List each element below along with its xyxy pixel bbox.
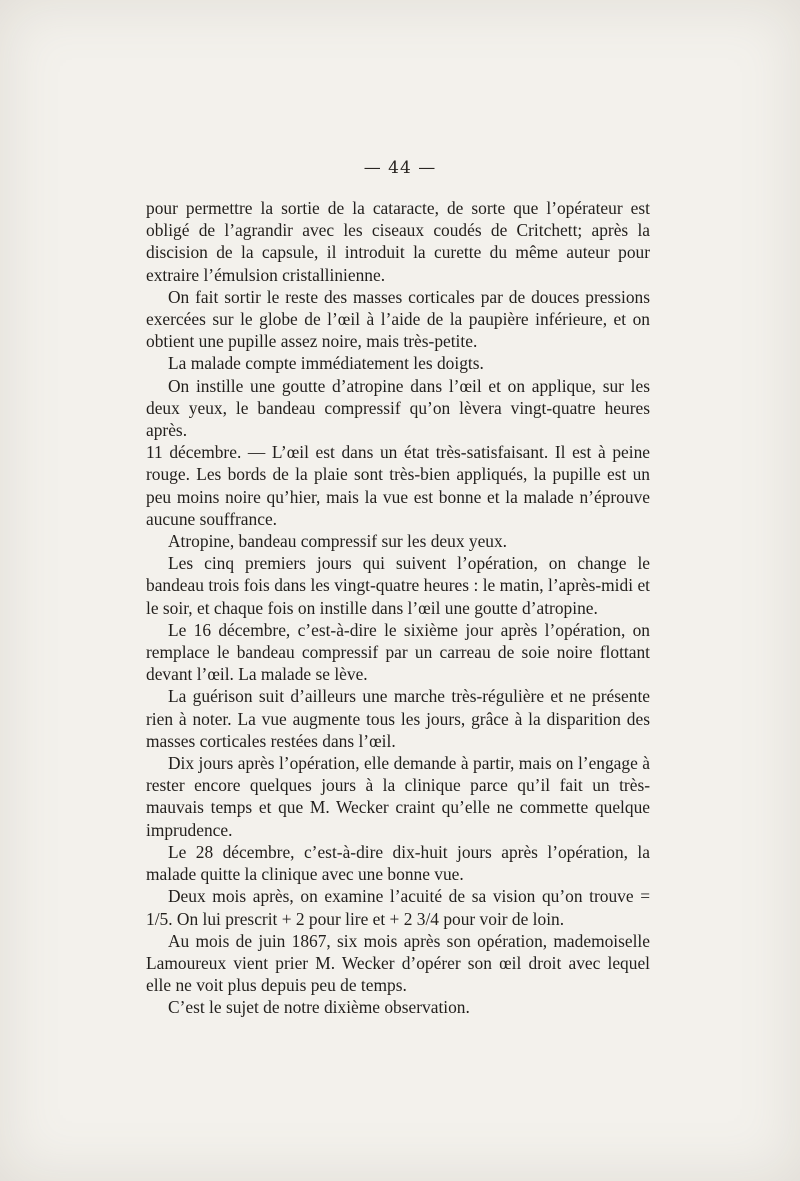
paragraph: Deux mois après, on examine l’acuité de sa vision qu’on trouve = 1/5. On lui prescrit + 2 pour lire et + 2 3/4 pour voir de loin. [146, 886, 650, 929]
paragraph: 11 décembre. — L’œil est dans un état très-satisfaisant. Il est à peine rouge. Les bords de la plaie sont très-bien appliqués, la pupille est un peu moins noire qu’hier, mais la vue est bonne et la malade n’éprouve aucune souffrance. [146, 442, 650, 529]
paragraph: Le 16 décembre, c’est-à-dire le sixième jour après l’opération, on remplace le bandeau compressif par un carreau de soie noire flottant devant l’œil. La malade se lève. [146, 619, 650, 685]
paragraph: pour permettre la sortie de la cataracte, de sorte que l’opérateur est obligé de l’agrandir avec les ciseaux coudés de Critchett; après la discision de la capsule, il introduit la curette du même auteur pour extraire l’émulsion cristallinienne. [146, 198, 650, 285]
paragraph: La guérison suit d’ailleurs une marche très-régulière et ne présente rien à noter. La vue augmente tous les jours, grâce à la disparition des masses corticales restées dans l’œil. [146, 686, 650, 751]
paragraph: Au mois de juin 1867, six mois après son opération, mademoiselle Lamoureux vient prier M. Wecker d’opérer son œil droit avec lequel elle ne voit plus depuis peu de temps. [146, 930, 650, 996]
paragraph: Atropine, bandeau compressif sur les deux yeux. [168, 531, 508, 552]
paragraph: Les cinq premiers jours qui suivent l’opération, on change le bandeau trois fois dans les vingt-quatre heures : le matin, l’après-midi et le soir, et chaque fois on instille dans l’œil une goutte d’atropine. [146, 553, 650, 618]
paragraph: On fait sortir le reste des masses corticales par de douces pressions exercées sur le globe de l’œil à l’aide de la paupière inférieure, et on obtient une pupille assez noire, mais très-petite. [146, 286, 650, 352]
paragraph: La malade compte immédiatement les doigts. [168, 353, 484, 374]
paragraph: Dix jours après l’opération, elle demande à partir, mais on l’engage à rester encore quelques jours à la clinique parce qu’il fait un très-mauvais temps et que M. Wecker craint qu’elle ne commette quelque imprudence. [146, 753, 650, 840]
paragraph: Le 28 décembre, c’est-à-dire dix-huit jours après l’opération, la malade quitte la clinique avec une bonne vue. [146, 841, 650, 885]
paragraph: C’est le sujet de notre dixième observation. [168, 997, 470, 1018]
paragraph: On instille une goutte d’atropine dans l’œil et on applique, sur les deux yeux, le bandeau compressif qu’on lèvera vingt-quatre heures après. [146, 375, 650, 441]
page-number: — 44 — [363, 158, 437, 178]
page-body [146, 197, 650, 1019]
